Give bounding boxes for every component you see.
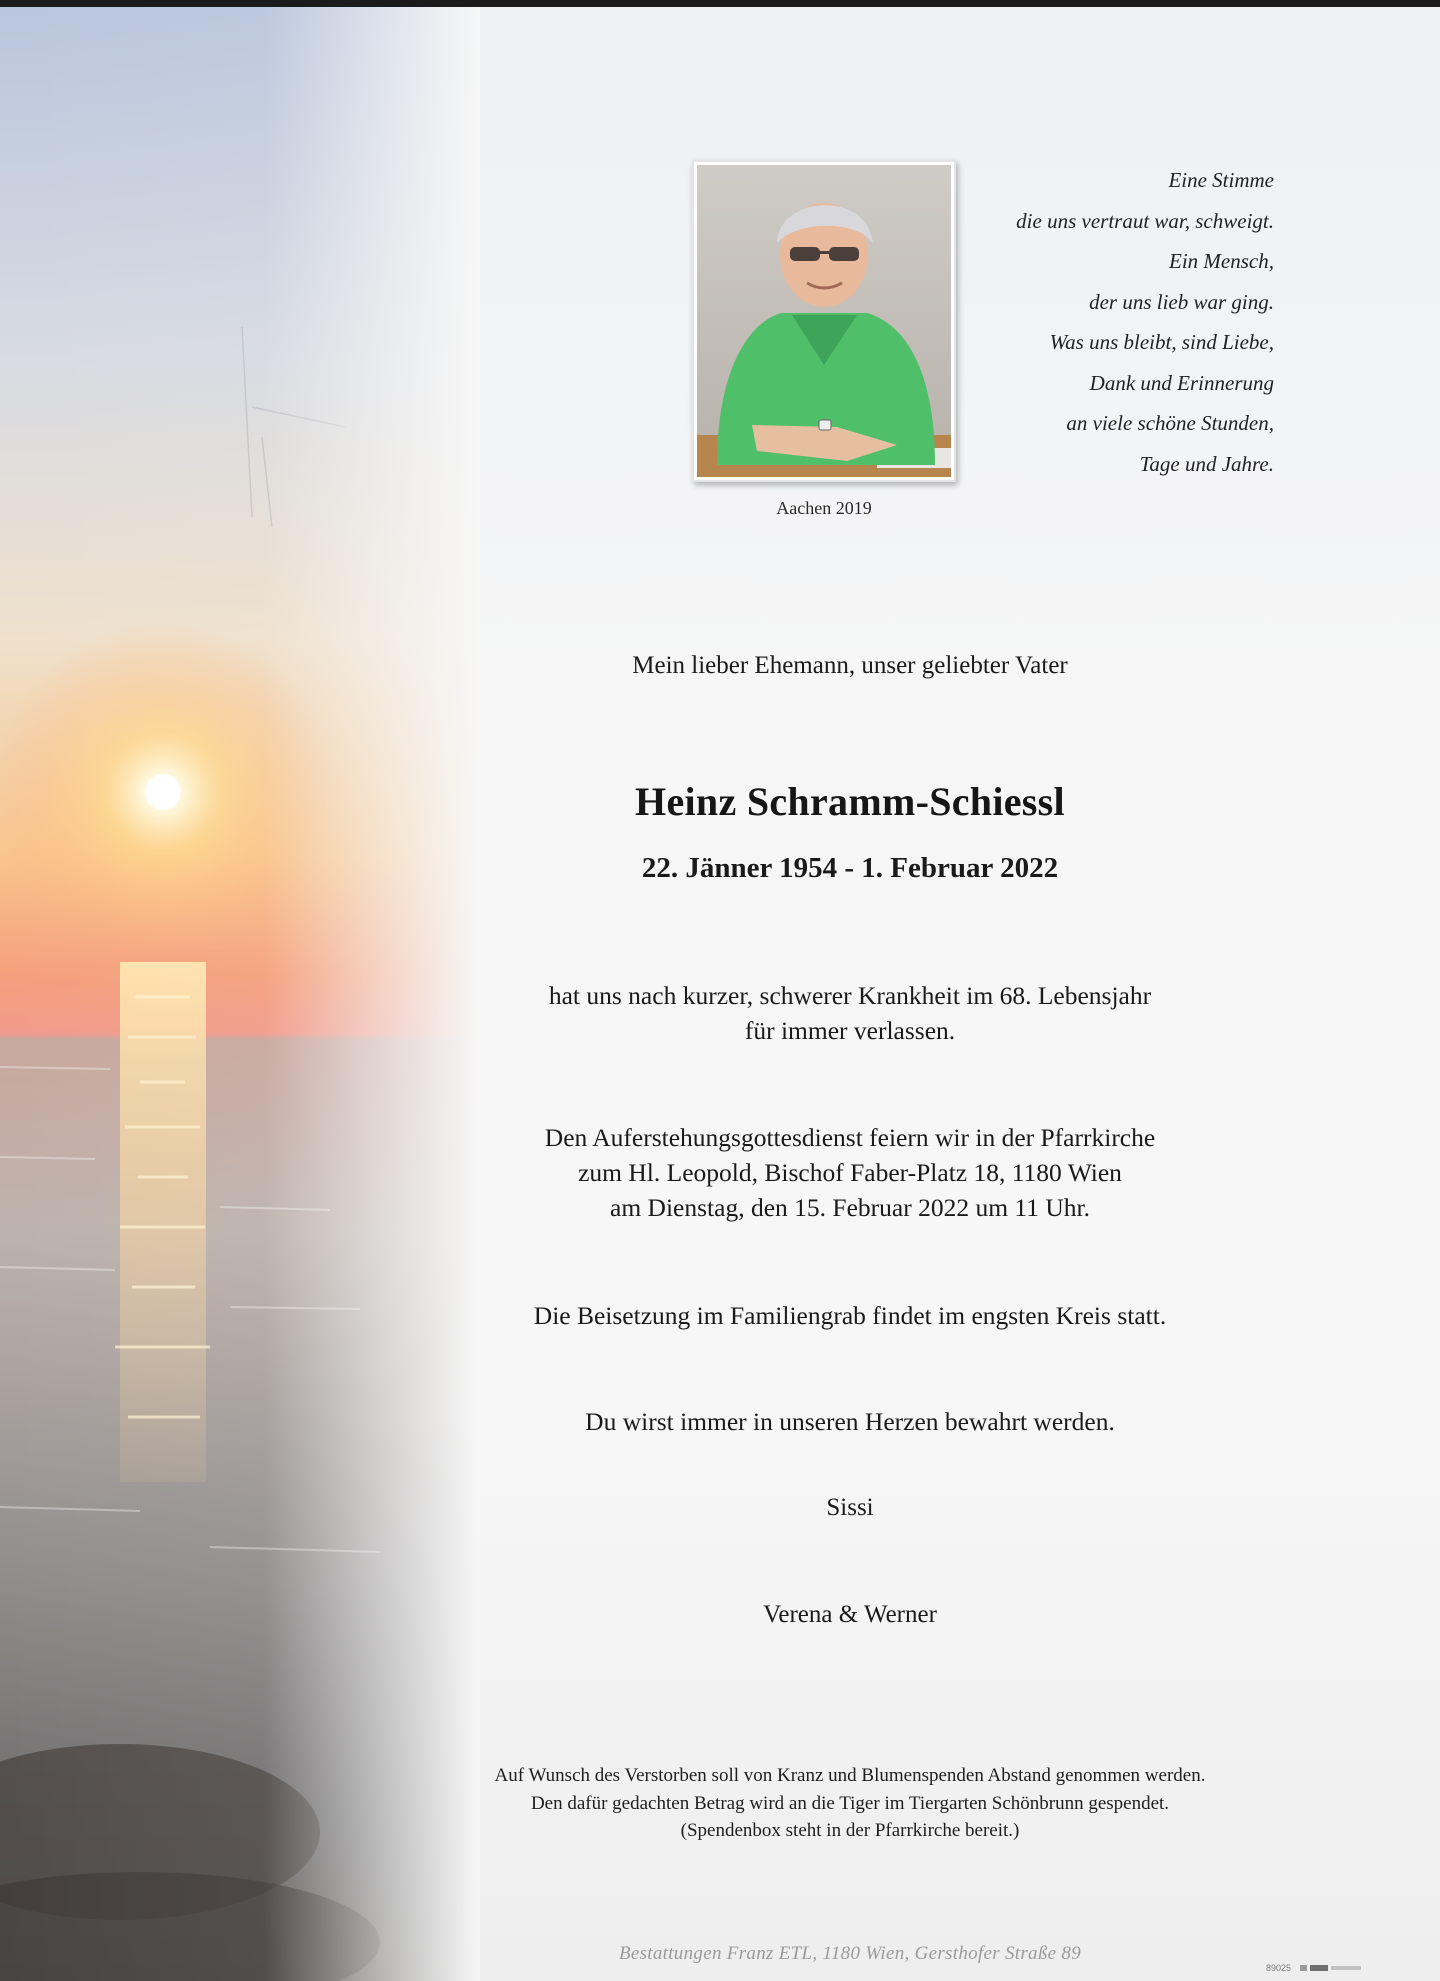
passing-paragraph <box>480 978 1220 1048</box>
poem-line: der uns lieb war ging. <box>1089 289 1274 314</box>
print-code: 89025 <box>1266 1963 1292 1973</box>
portrait-photo <box>692 160 956 482</box>
deceased-name: Heinz Schramm-Schiessl <box>635 779 1065 824</box>
portrait-image <box>697 165 951 477</box>
printer-logo-icon <box>1300 1962 1364 1974</box>
poem-line: Tage und Jahre. <box>1139 451 1274 476</box>
poem-line: Ein Mensch, <box>1169 249 1274 273</box>
top-edge-line <box>0 0 1440 7</box>
signature-children: Verena & Werner <box>763 1601 937 1628</box>
intro-line: Mein lieber Ehemann, unser geliebter Vater <box>632 652 1068 679</box>
wish-line: Den dafür gedachten Betrag wird an die Tiger im Tiergarten Schönbrunn gespendet. <box>530 1792 1170 1814</box>
poem-line: die uns vertraut war, schweigt. <box>1016 208 1274 233</box>
portrait-caption: Aachen 2019 <box>776 498 872 518</box>
poem-line: Was uns bleibt, sind Liebe, <box>1049 330 1274 354</box>
poem-line: Dank und Erinnerung <box>1089 370 1274 395</box>
undertaker-footer: Bestattungen Franz ETL, 1180 Wien, Gersthofer Straße 89 <box>618 1943 1082 1964</box>
sunset-sea-image <box>0 7 480 1981</box>
life-dates: 22. Jänner 1954 - 1. Februar 2022 <box>641 852 1059 884</box>
signature-sissi: Sissi <box>826 1494 874 1521</box>
paragraph-line: für immer verlassen. <box>744 1016 956 1045</box>
wish-line: (Spendenbox steht in der Pfarrkirche bereit.) <box>680 1820 1020 1841</box>
paragraph-line: zum Hl. Leopold, Bischof Faber-Platz 18, 1180 Wien <box>578 1158 1122 1187</box>
wish-line: Auf Wunsch des Verstorben soll von Kranz und Blumenspenden Abstand genommen werden. <box>494 1765 1206 1786</box>
paragraph-line: am Dienstag, den 15. Februar 2022 um 11 Uhr. <box>610 1193 1090 1222</box>
poem-line: Eine Stimme <box>1168 168 1274 192</box>
service-paragraph <box>480 1120 1220 1225</box>
donation-request <box>480 1762 1220 1845</box>
burial-note: Die Beisetzung im Familiengrab findet im engsten Kreis statt. <box>533 1301 1167 1330</box>
paragraph-line: hat uns nach kurzer, schwerer Krankheit im 68. Lebensjahr <box>548 981 1152 1010</box>
poem-line: an viele schöne Stunden, <box>1066 411 1274 435</box>
closing-line: Du wirst immer in unseren Herzen bewahrt werden. <box>585 1407 1115 1436</box>
memorial-poem <box>960 160 1274 484</box>
paragraph-line: Den Auferstehungsgottesdienst feiern wir in der Pfarrkirche <box>544 1123 1156 1152</box>
